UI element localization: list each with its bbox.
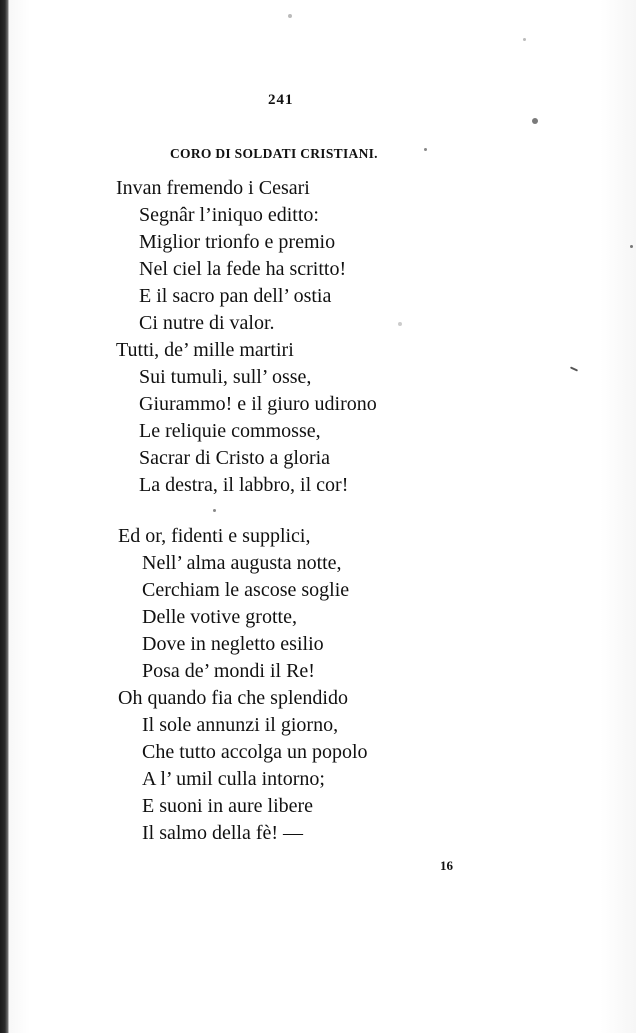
paper-speck: [630, 245, 633, 248]
poem-line: E suoni in aure libere: [142, 795, 314, 817]
book-spine-shadow: [0, 0, 9, 1033]
signature-mark: 16: [440, 858, 453, 873]
poem-line: Sacrar di Cristo a gloria: [139, 447, 331, 469]
poem-line: La destra, il labbro, il cor!: [139, 474, 349, 496]
poem-line: E il sacro pan dell’ ostia: [139, 285, 332, 307]
page-number: 241: [268, 92, 294, 108]
poem-line: Dove in negletto esilio: [142, 633, 324, 655]
poem-line: Posa de’ mondi il Re!: [142, 660, 315, 682]
poem-line: Tutti, de’ mille martiri: [116, 339, 294, 361]
poem-line: Il salmo della fè! —: [142, 822, 304, 844]
paper-speck: [288, 14, 292, 18]
poem-line: Il sole annunzi il giorno,: [142, 714, 339, 736]
poem-line: Delle votive grotte,: [142, 606, 297, 628]
paper-speck: [523, 38, 526, 41]
poem-line: Che tutto accolga un popolo: [142, 741, 368, 763]
paper-speck: [570, 366, 578, 371]
poem-line: Nell’ alma augusta notte,: [142, 552, 342, 574]
poem-line: Nel ciel la fede ha scritto!: [139, 258, 347, 280]
poem-line: Ed or, fidenti e supplici,: [118, 525, 311, 547]
poem-line: Invan fremendo i Cesari: [116, 177, 310, 199]
paper-speck: [213, 509, 216, 512]
poem-title: CORO DI SOLDATI CRISTIANI.: [170, 146, 378, 161]
poem-line: Le reliquie commosse,: [139, 420, 321, 442]
poem-line: Sui tumuli, sull’ osse,: [139, 366, 312, 388]
poem-line: A l’ umil culla intorno;: [142, 768, 325, 790]
poem-line: Miglior trionfo e premio: [139, 231, 336, 253]
poem-line: Segnâr l’iniquo editto:: [139, 204, 319, 226]
paper-speck: [424, 148, 427, 151]
paper-speck: [398, 322, 402, 326]
poem-line: Cerchiam le ascose soglie: [142, 579, 350, 601]
poem-line: Oh quando fia che splendido: [118, 687, 348, 709]
poem-line: Ci nutre di valor.: [139, 312, 275, 334]
paper-speck: [532, 118, 538, 124]
poem-line: Giurammo! e il giuro udirono: [139, 393, 377, 415]
